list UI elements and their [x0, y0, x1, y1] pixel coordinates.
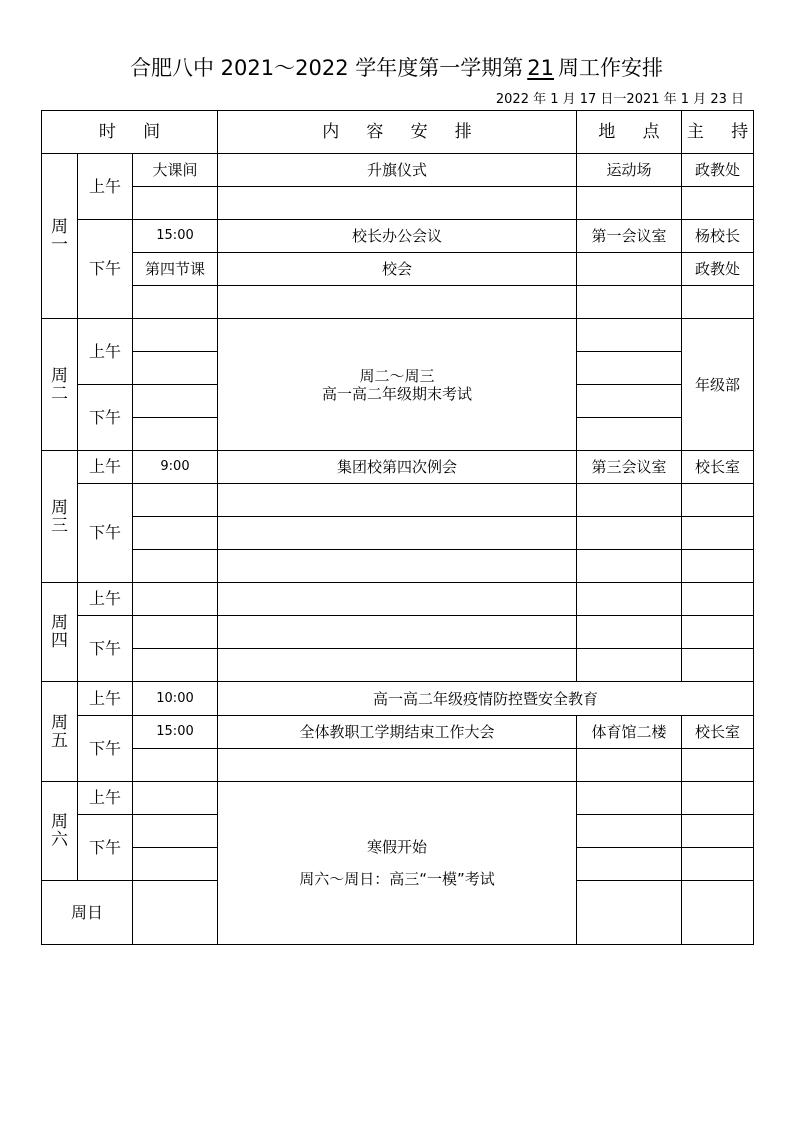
place-cell: 第一会议室: [577, 220, 682, 253]
period-pm: 下午: [78, 815, 133, 881]
schedule-table: [41, 110, 754, 945]
time-cell: 15:00: [133, 220, 218, 253]
place-cell: [577, 253, 682, 286]
table-header-row: [42, 111, 754, 154]
table-row: [42, 616, 754, 649]
content-cell: 校长办公会议: [218, 220, 577, 253]
place-cell: 体育馆二楼: [577, 716, 682, 749]
table-row: [42, 253, 754, 286]
table-row: [42, 782, 754, 815]
content-cell-tuesday: 周二～周三 高一高二年级期末考试: [218, 319, 577, 451]
period-am: 上午: [78, 319, 133, 385]
week-number: 21: [527, 56, 554, 80]
table-row: [42, 649, 754, 682]
header-content: 内 容 安 排: [218, 111, 577, 154]
time-cell: 大课间: [133, 154, 218, 187]
period-am: 上午: [78, 451, 133, 484]
period-pm: 下午: [78, 385, 133, 451]
day-friday: 周 五: [42, 682, 78, 782]
period-pm: 下午: [78, 220, 133, 319]
day-monday: 周 一: [42, 154, 78, 319]
title-prefix: 合肥八中 2021～2022 学年度第一学期第: [130, 56, 524, 80]
host-cell-tuesday: 年级部: [682, 319, 754, 451]
time-cell: 9:00: [133, 451, 218, 484]
content-cell-weekend: 寒假开始 周六～周日：高三“一模”考试: [218, 782, 577, 945]
table-row: [42, 749, 754, 782]
table-row: [42, 451, 754, 484]
table-row: [42, 319, 754, 352]
table-row: [42, 484, 754, 517]
content-cell: 集团校第四次例会: [218, 451, 577, 484]
day-thursday: 周 四: [42, 583, 78, 682]
place-cell: 第三会议室: [577, 451, 682, 484]
title-suffix: 周工作安排: [557, 56, 663, 80]
table-row: [42, 154, 754, 187]
table-row: [42, 583, 754, 616]
period-am: 上午: [78, 682, 133, 716]
content-cell: 升旗仪式: [218, 154, 577, 187]
table-row: [42, 517, 754, 550]
header-time: 时 间: [42, 111, 218, 154]
date-range: 2022 年 1 月 17 日一2021 年 1 月 23 日: [495, 92, 744, 107]
content-cell: 全体教职工学期结束工作大会: [218, 716, 577, 749]
day-saturday: 周 六: [42, 782, 78, 881]
table-row: [42, 550, 754, 583]
page-title: [0, 52, 793, 84]
table-row: [42, 187, 754, 220]
time-cell: 第四节课: [133, 253, 218, 286]
host-cell: 校长室: [682, 451, 754, 484]
period-pm: 下午: [78, 616, 133, 682]
table-row: [42, 682, 754, 716]
period-pm: 下午: [78, 484, 133, 583]
period-am: 上午: [78, 583, 133, 616]
host-cell: 杨校长: [682, 220, 754, 253]
content-cell: 高一高二年级疫情防控暨安全教育: [218, 682, 754, 716]
host-cell: 政教处: [682, 154, 754, 187]
period-am: 上午: [78, 154, 133, 220]
day-wednesday: 周 三: [42, 451, 78, 583]
day-tuesday: 周 二: [42, 319, 78, 451]
period-am: 上午: [78, 782, 133, 815]
header-place: 地 点: [577, 111, 682, 154]
table-row: [42, 286, 754, 319]
host-cell: 校长室: [682, 716, 754, 749]
host-cell: 政教处: [682, 253, 754, 286]
day-sunday: 周日: [42, 881, 133, 945]
period-pm: 下午: [78, 716, 133, 782]
table-row: [42, 220, 754, 253]
header-host: 主 持: [682, 111, 754, 154]
place-cell: 运动场: [577, 154, 682, 187]
time-cell: 10:00: [133, 682, 218, 716]
table-row: [42, 716, 754, 749]
time-cell: 15:00: [133, 716, 218, 749]
content-cell: 校会: [218, 253, 577, 286]
